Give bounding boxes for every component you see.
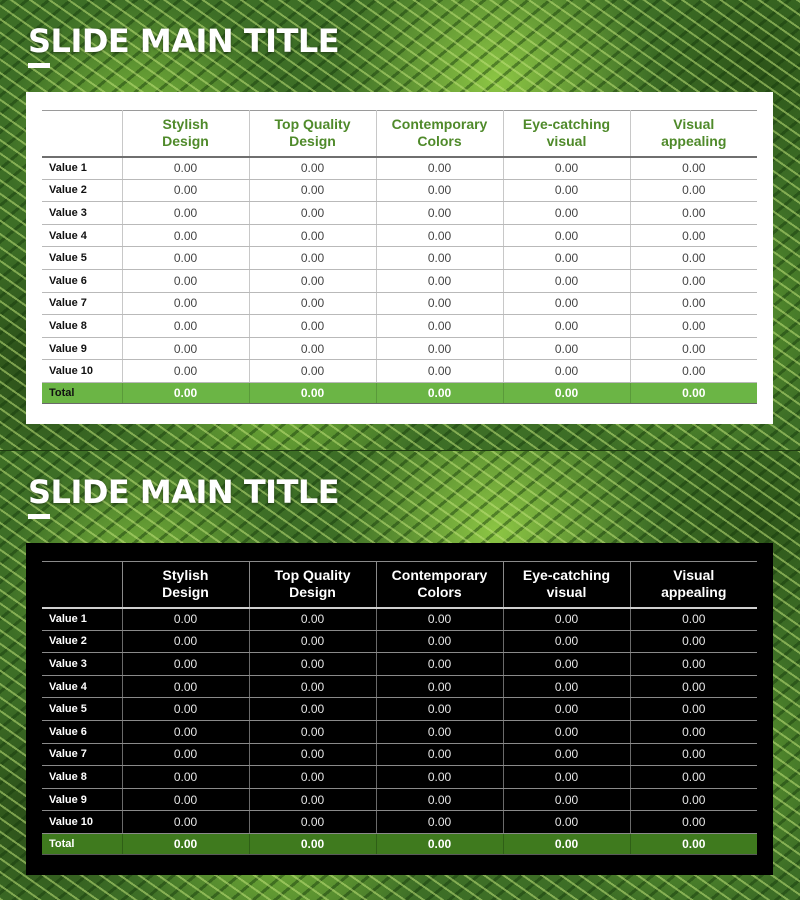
table-panel [26,543,773,875]
table-cell: 0.00 [503,360,630,383]
total-cell: 0.00 [122,833,249,854]
table-cell: 0.00 [122,269,249,292]
row-label: Value 1 [42,608,122,631]
table-row [42,720,757,743]
table-cell: 0.00 [503,292,630,315]
table-cell: 0.00 [630,608,757,631]
table-cell: 0.00 [376,653,503,676]
table-cell: 0.00 [122,337,249,360]
column-header: Eye-catching visual [503,562,630,608]
column-header: Eye-catching visual [503,111,630,157]
table-cell: 0.00 [122,202,249,225]
title-underline [28,63,50,68]
total-cell: 0.00 [503,382,630,403]
total-cell: 0.00 [503,833,630,854]
total-row [42,382,757,403]
table-cell: 0.00 [503,247,630,270]
table-cell: 0.00 [249,675,376,698]
table-cell: 0.00 [249,202,376,225]
table-cell: 0.00 [376,608,503,631]
table-row [42,337,757,360]
table-cell: 0.00 [630,360,757,383]
table-cell: 0.00 [630,292,757,315]
table-cell: 0.00 [630,698,757,721]
table-cell: 0.00 [249,360,376,383]
table-cell: 0.00 [122,179,249,202]
column-header: Top Quality Design [249,562,376,608]
header-row [42,111,757,157]
table-cell: 0.00 [376,698,503,721]
row-label: Value 10 [42,811,122,834]
row-label: Value 9 [42,337,122,360]
table-cell: 0.00 [249,337,376,360]
column-header: Contemporary Colors [376,111,503,157]
table-cell: 0.00 [376,743,503,766]
table-cell: 0.00 [249,811,376,834]
table-cell: 0.00 [503,766,630,789]
table-cell: 0.00 [630,337,757,360]
table-cell: 0.00 [122,360,249,383]
table-row [42,247,757,270]
column-header: Contemporary Colors [376,562,503,608]
table-row [42,360,757,383]
table-row [42,179,757,202]
table-cell: 0.00 [376,292,503,315]
column-header: Stylish Design [122,111,249,157]
column-header: Visual appealing [630,111,757,157]
table-cell: 0.00 [503,743,630,766]
table-header [42,111,757,157]
table-cell: 0.00 [630,720,757,743]
table-cell: 0.00 [630,653,757,676]
table-cell: 0.00 [122,811,249,834]
table-cell: 0.00 [503,157,630,180]
table-cell: 0.00 [503,653,630,676]
table-cell: 0.00 [503,698,630,721]
table-cell: 0.00 [503,608,630,631]
total-cell: 0.00 [376,833,503,854]
row-label: Value 3 [42,202,122,225]
table-cell: 0.00 [122,630,249,653]
row-label: Value 8 [42,766,122,789]
row-label: Value 2 [42,179,122,202]
table-cell: 0.00 [630,224,757,247]
table-row [42,788,757,811]
total-row [42,833,757,854]
table-row [42,766,757,789]
table-cell: 0.00 [122,224,249,247]
row-label: Value 3 [42,653,122,676]
table-row [42,743,757,766]
table-cell: 0.00 [122,766,249,789]
table-cell: 0.00 [122,675,249,698]
table-cell: 0.00 [503,630,630,653]
table-row [42,315,757,338]
table-cell: 0.00 [122,315,249,338]
row-label: Value 10 [42,360,122,383]
table-cell: 0.00 [249,157,376,180]
table-cell: 0.00 [249,224,376,247]
table-cell: 0.00 [630,202,757,225]
table-cell: 0.00 [630,811,757,834]
table-cell: 0.00 [376,360,503,383]
title-underline [28,514,50,519]
header-corner [42,111,122,157]
table-cell: 0.00 [630,675,757,698]
table-cell: 0.00 [376,202,503,225]
table-cell: 0.00 [122,653,249,676]
slide-dark [0,450,800,900]
table-cell: 0.00 [503,202,630,225]
total-cell: 0.00 [249,833,376,854]
row-label: Value 7 [42,292,122,315]
table-row [42,653,757,676]
table-cell: 0.00 [376,675,503,698]
table-cell: 0.00 [503,269,630,292]
table-cell: 0.00 [376,157,503,180]
table-cell: 0.00 [122,157,249,180]
table-cell: 0.00 [122,608,249,631]
table-cell: 0.00 [503,179,630,202]
table-cell: 0.00 [503,788,630,811]
table-cell: 0.00 [249,247,376,270]
row-label: Value 4 [42,224,122,247]
table-cell: 0.00 [630,157,757,180]
table-row [42,811,757,834]
table-cell: 0.00 [376,720,503,743]
table-cell: 0.00 [503,337,630,360]
table-cell: 0.00 [376,315,503,338]
table-cell: 0.00 [503,315,630,338]
table-cell: 0.00 [376,766,503,789]
table-cell: 0.00 [503,720,630,743]
table-cell: 0.00 [376,630,503,653]
slide-title: SLIDE MAIN TITLE [28,473,340,511]
table-cell: 0.00 [376,224,503,247]
row-label: Value 8 [42,315,122,338]
slide-title: SLIDE MAIN TITLE [28,22,340,60]
total-label: Total [42,382,122,403]
table-cell: 0.00 [122,720,249,743]
table-cell: 0.00 [249,788,376,811]
table-body [42,608,757,855]
table-cell: 0.00 [376,179,503,202]
table-cell: 0.00 [376,247,503,270]
table-cell: 0.00 [630,743,757,766]
row-label: Value 9 [42,788,122,811]
table-cell: 0.00 [249,269,376,292]
total-cell: 0.00 [376,382,503,403]
total-label: Total [42,833,122,854]
table-cell: 0.00 [503,675,630,698]
table-cell: 0.00 [630,788,757,811]
table-cell: 0.00 [376,269,503,292]
table-cell: 0.00 [122,698,249,721]
table-cell: 0.00 [630,247,757,270]
table-cell: 0.00 [630,315,757,338]
table-cell: 0.00 [249,720,376,743]
row-label: Value 4 [42,675,122,698]
table-row [42,608,757,631]
header-corner [42,562,122,608]
table-row [42,224,757,247]
table-cell: 0.00 [503,811,630,834]
total-cell: 0.00 [249,382,376,403]
table-row [42,202,757,225]
table-cell: 0.00 [376,811,503,834]
table-cell: 0.00 [249,292,376,315]
table-row [42,675,757,698]
row-label: Value 6 [42,720,122,743]
column-header: Visual appealing [630,562,757,608]
table-cell: 0.00 [630,766,757,789]
table-cell: 0.00 [630,630,757,653]
table-row [42,292,757,315]
total-cell: 0.00 [630,382,757,403]
table-cell: 0.00 [122,292,249,315]
table-cell: 0.00 [249,608,376,631]
row-label: Value 2 [42,630,122,653]
total-cell: 0.00 [122,382,249,403]
column-header: Top Quality Design [249,111,376,157]
table-cell: 0.00 [249,630,376,653]
table-cell: 0.00 [249,315,376,338]
table-header [42,562,757,608]
row-label: Value 6 [42,269,122,292]
table-cell: 0.00 [122,743,249,766]
table-cell: 0.00 [503,224,630,247]
row-label: Value 5 [42,698,122,721]
table-cell: 0.00 [249,179,376,202]
table-row [42,630,757,653]
table-row [42,269,757,292]
row-label: Value 5 [42,247,122,270]
table-row [42,157,757,180]
table-cell: 0.00 [122,788,249,811]
table-cell: 0.00 [630,269,757,292]
table-cell: 0.00 [249,766,376,789]
table-cell: 0.00 [249,653,376,676]
column-header: Stylish Design [122,562,249,608]
table-cell: 0.00 [249,698,376,721]
table-cell: 0.00 [249,743,376,766]
table-panel [26,92,773,424]
table-row [42,698,757,721]
total-cell: 0.00 [630,833,757,854]
row-label: Value 7 [42,743,122,766]
table-cell: 0.00 [630,179,757,202]
row-label: Value 1 [42,157,122,180]
table-cell: 0.00 [376,337,503,360]
table-body [42,157,757,404]
data-table [42,561,757,855]
table-cell: 0.00 [122,247,249,270]
table-cell: 0.00 [376,788,503,811]
data-table [42,110,757,404]
header-row [42,562,757,608]
